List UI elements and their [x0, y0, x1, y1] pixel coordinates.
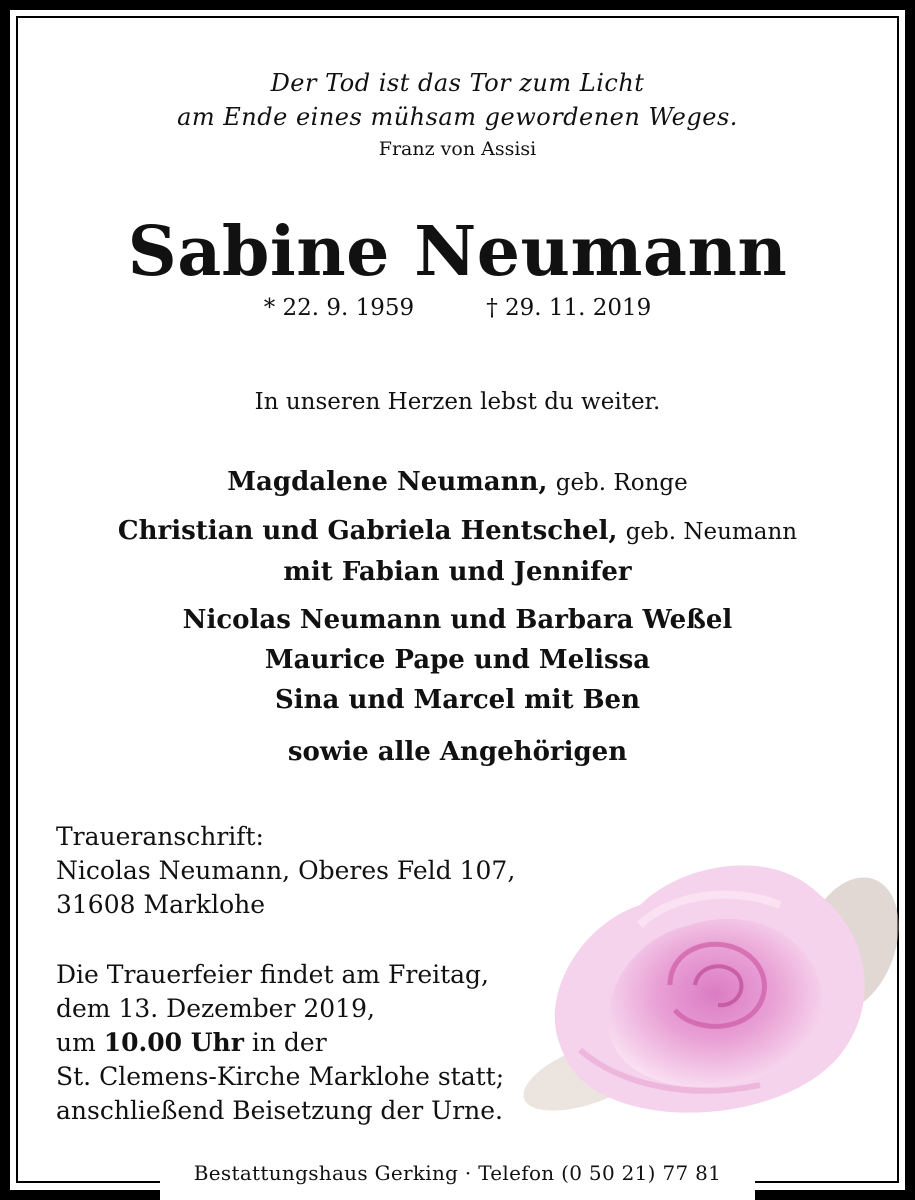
quote-author: Franz von Assisi: [378, 138, 537, 160]
mourners-list: [0, 462, 915, 772]
mourner-name: Christian und Gabriela Hentschel,: [117, 516, 618, 546]
deceased-name: Sabine Neumann: [127, 212, 788, 292]
funeral-home-footer: Bestattungshaus Gerking · Telefon (0 50 21) 77 81: [193, 1161, 722, 1185]
mourner-line: [0, 462, 915, 503]
service-line-3: [56, 1026, 504, 1060]
service-line-4: St. Clemens-Kirche Marklohe statt;: [56, 1062, 505, 1091]
mourner-line: [0, 732, 915, 772]
motto: In unseren Herzen lebst du weiter.: [254, 389, 661, 415]
birth-date: * 22. 9. 1959: [263, 295, 415, 321]
quote-block: [0, 66, 915, 163]
mourner-line: [0, 600, 915, 640]
quote-line-1: Der Tod ist das Tor zum Licht: [270, 69, 645, 97]
mourner-name: mit Fabian und Jennifer: [283, 557, 632, 587]
funeral-service-info: [56, 958, 504, 1128]
death-date: † 29. 11. 2019: [486, 295, 652, 321]
mourner-name: Magdalene Neumann,: [227, 467, 548, 497]
mourner-line: [0, 680, 915, 720]
service-text: in der: [251, 1028, 327, 1057]
mourner-line: [0, 552, 915, 592]
address-label: Traueranschrift:: [56, 822, 264, 851]
mourning-address: [56, 820, 515, 922]
service-time: 10.00 Uhr: [103, 1028, 244, 1057]
mourner-name: Nicolas Neumann und Barbara Weßel: [182, 605, 733, 635]
mourner-name: Sina und Marcel mit Ben: [275, 685, 640, 715]
service-line-5: anschließend Beisetzung der Urne.: [56, 1096, 503, 1125]
life-dates: [0, 292, 915, 324]
rose-illustration: [520, 835, 900, 1135]
mourner-line: [0, 511, 915, 552]
address-line-2: 31608 Marklohe: [56, 890, 266, 919]
maiden-name: geb. Neumann: [625, 519, 798, 545]
address-line-1: Nicolas Neumann, Oberes Feld 107,: [56, 856, 516, 885]
maiden-name: geb. Ronge: [555, 470, 688, 496]
mourner-name: Maurice Pape und Melissa: [264, 645, 651, 675]
quote-line-2: am Ende eines mühsam gewordenen Weges.: [177, 103, 738, 131]
service-line-2: dem 13. Dezember 2019,: [56, 994, 375, 1023]
mourner-name: sowie alle Angehörigen: [287, 737, 628, 767]
service-line-1: Die Trauerfeier findet am Freitag,: [56, 960, 490, 989]
service-text: um: [56, 1028, 96, 1057]
mourner-line: [0, 640, 915, 680]
